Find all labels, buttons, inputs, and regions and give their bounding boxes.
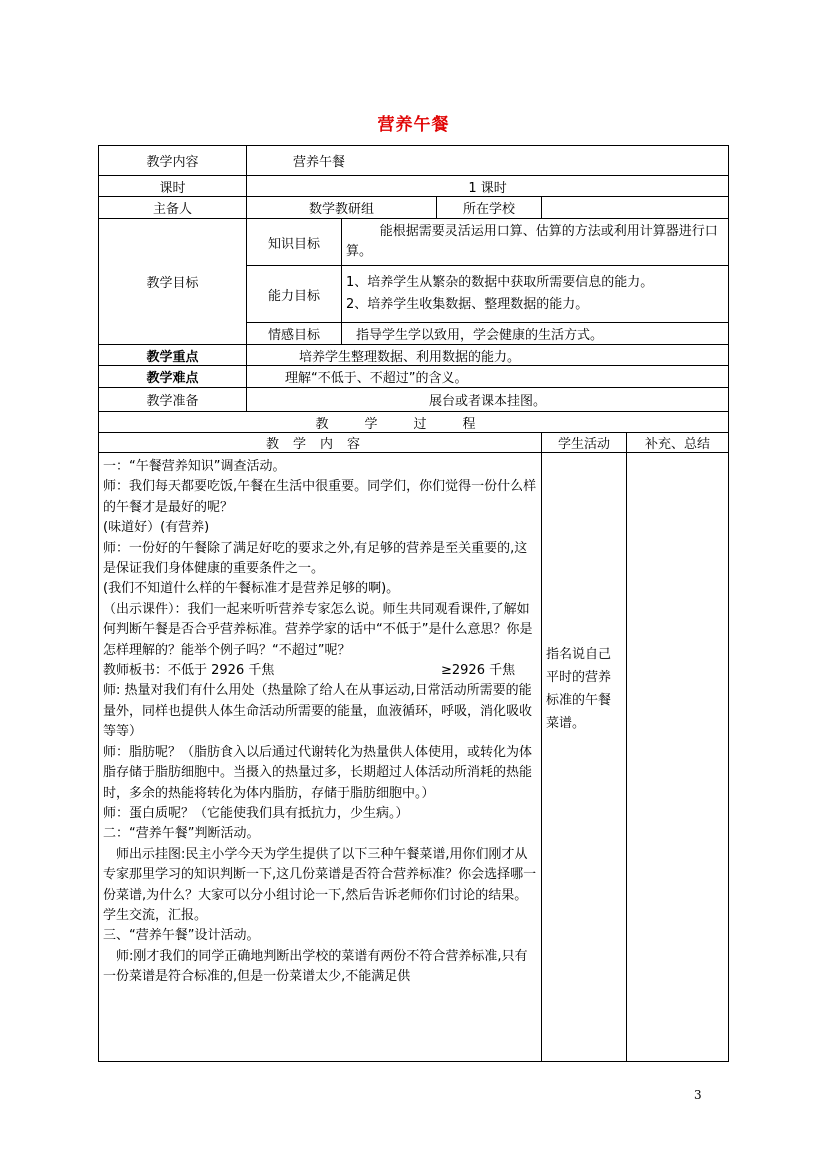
process-line: 三、“营养午餐”设计活动。 [103,928,260,944]
process-line: 一：“午餐营养知识”调查活动。 [103,459,286,474]
process-line: 师：我们每天都要吃饭,午餐在生活中很重要。同学们，你们觉得一份什么样的午餐才是最好的呢？ [103,479,537,515]
ability-value-1: 1、培养学生从繁杂的数据中获取所需要信息的能力。 [346,275,654,290]
preparer-value: 数学教研组 [247,197,437,219]
process-line: 师出示挂图:民主小学今天为学生提供了以下三种午餐菜谱,用你们刚才从专家那里学习的知识判断一下,这几份菜谱是否符合营养标准？你会选择哪一份菜谱,为什么？大家可以分小组讨论一下,然后告诉老师你们讨论的结果。学生交流，汇报。 [103,846,537,923]
process-line: (我们不知道什么样的午餐标准才是营养足够的啊)。 [103,581,400,597]
process-lines [103,457,538,988]
row-knowledge-goal [99,219,729,266]
process-line: 师:刚才我们的同学正确地判断出学校的菜谱有两份不符合营养标准,只有一份菜谱是符合标准的,但是一份菜谱太少,不能满足供 [103,948,528,985]
knowledge-value: 能根据需要灵活运用口算、估算的方法或利用计算器进行口算。 [342,219,729,266]
prep-label: 教学准备 [99,388,247,412]
notes-cell [627,453,729,1062]
board-value: ≥2926 千焦 [441,663,516,679]
content-value: 营养午餐 [247,146,729,176]
board-line [103,661,538,681]
col-notes-header: 补充、总结 [627,433,729,453]
row-difficulty [99,366,729,388]
prep-value: 展台或者课本挂图。 [247,388,729,412]
row-content [99,146,729,176]
process-line: 二：“营养午餐”判断活动。 [103,826,260,842]
row-hours [99,176,729,197]
board-label: 教师板书：不低于 2926 千焦 [103,663,275,679]
key-label: 教学重点 [99,345,247,366]
ability-label: 能力目标 [247,266,342,323]
knowledge-label: 知识目标 [247,219,342,266]
emotion-value: 指导学生学以致用，学会健康的生活方式。 [342,323,729,345]
page-number: 3 [694,1088,702,1102]
goals-label: 教学目标 [99,219,247,345]
lesson-plan-table [98,145,729,1062]
ability-value-2: 2、培养学生收集数据、整理数据的能力。 [346,297,589,312]
key-value: 培养学生整理数据、利用数据的能力。 [247,345,729,366]
row-key-point [99,345,729,366]
school-label: 所在学校 [437,197,542,219]
preparer-label: 主备人 [99,197,247,219]
hours-value: 1 课时 [247,176,729,197]
content-label: 教学内容 [99,146,247,176]
col-student-header: 学生活动 [542,433,627,453]
process-line: （出示课件）：我们一起来听听营养专家怎么说。师生共同观看课件,了解如何判断午餐是否合乎营养标准。营养学家的话中“不低于”是什么意思？你是怎样理解的？能举个例子吗？“不超过”呢？ [103,601,533,658]
process-header: 教学过程 [99,412,729,433]
process-line: 师: 热量对我们有什么用处（热量除了给人在从事运动,日常活动所需要的能量外，同样也提供人体生命活动所需要的能量，血液循环，呼吸，消化吸收等等） [103,683,533,740]
hours-label: 课时 [99,176,247,197]
difficulty-label: 教学难点 [99,366,247,388]
process-line: 师：蛋白质呢？（它能使我们具有抵抗力，少生病。） [103,805,409,821]
page-title: 营养午餐 [377,115,450,135]
row-preparer [99,197,729,219]
ability-values [342,266,729,323]
difficulty-value: 理解“不低于、不超过”的含义。 [247,366,729,388]
row-process-header [99,412,729,433]
student-activity: 指名说自己平时的营养标准的午餐菜谱。 [542,453,627,1062]
row-preparation [99,388,729,412]
process-line: 师：脂肪呢？（脂肪食入以后通过代谢转化为热量供人体使用，或转化为体脂存储于脂肪细胞中。当摄入的热量过多，长期超过人体活动所消耗的热能时，多余的热能将转化为体内脂肪，存储于脂肪细胞中。） [103,744,533,801]
school-value [542,197,729,219]
row-process-columns [99,433,729,453]
process-line: (味道好）(有营养) [103,520,210,536]
process-line: 师：一份好的午餐除了满足好吃的要求之外,有足够的营养是至关重要的,这是保证我们身体健康的重要条件之一。 [103,540,528,577]
col-content-header: 教学内容 [99,433,542,453]
row-process-body [99,453,729,1062]
emotion-label: 情感目标 [247,323,342,345]
process-content [99,453,542,1062]
